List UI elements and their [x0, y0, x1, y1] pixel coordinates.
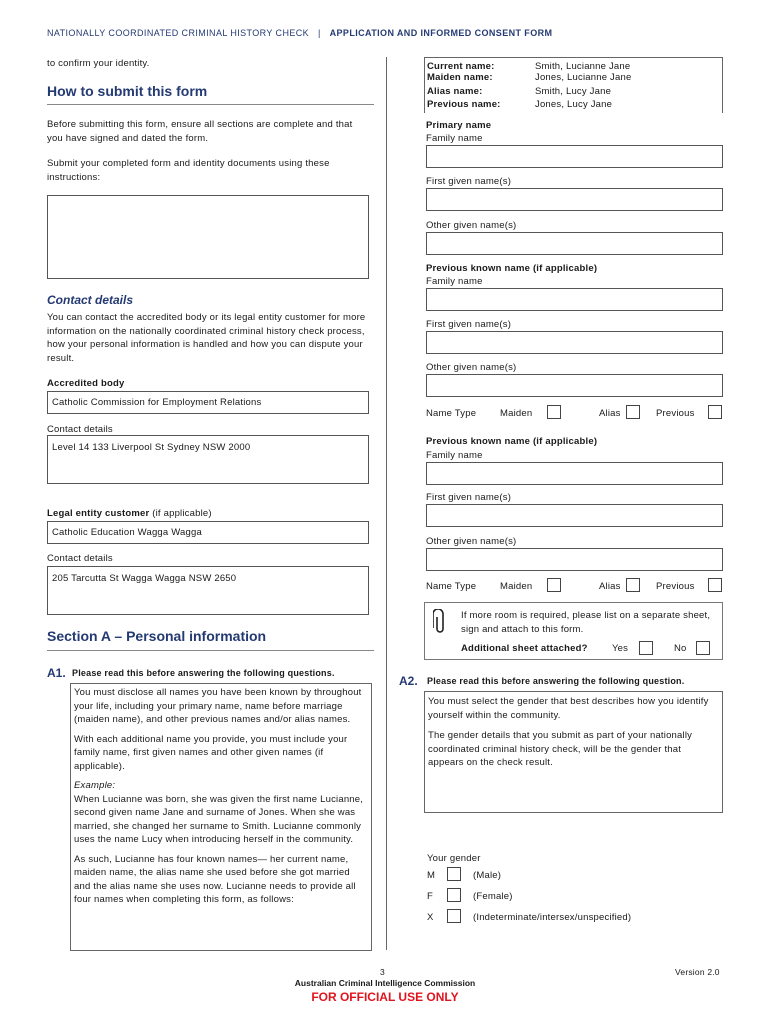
gender-x-checkbox[interactable]: [447, 909, 461, 923]
current-name-label: Current name:: [427, 61, 495, 72]
column-divider: [386, 57, 387, 950]
prev1-other-given-input[interactable]: [426, 374, 723, 397]
a1-info-box: [70, 683, 372, 951]
other-given-label-3: Other given name(s): [426, 536, 517, 547]
other-given-label-2: Other given name(s): [426, 362, 517, 373]
name-type-alias-label-2: Alias: [599, 581, 621, 592]
name-type-previous-label-1: Previous: [656, 408, 695, 419]
contact-details-field-1[interactable]: Level 14 133 Liverpool St Sydney NSW 2000: [47, 435, 369, 484]
page-number: 3: [380, 967, 385, 977]
names-example-table: [424, 57, 723, 113]
official-use-label: FOR OFFICIAL USE ONLY: [311, 990, 459, 1004]
a1-paragraph-4: As such, Lucianne has four known names— her current name, maiden name, the alias name she used before she got married and the alias name she uses now. Lucianne needs to provide all four names when completing this form, as follows:: [74, 853, 356, 905]
gender-male-label: (Male): [473, 870, 502, 881]
a1-example-label: Example:: [74, 780, 116, 791]
additional-sheet-no-label: No: [674, 643, 687, 654]
a2-paragraph-1: You must select the gender that best describes how you identify yourself within the community.: [428, 696, 709, 721]
name-type-alias-checkbox-2[interactable]: [626, 578, 640, 592]
gender-x-label: (Indeterminate/intersex/unspecified): [473, 912, 632, 923]
previous-name-value: Jones, Lucy Jane: [535, 99, 613, 110]
family-name-label-1: Family name: [426, 133, 483, 144]
name-type-previous-checkbox-2[interactable]: [708, 578, 722, 592]
submit-paragraph-2: Submit your completed form and identity documents using these instructions:: [47, 158, 330, 183]
contact-details-field-2[interactable]: 205 Tarcutta St Wagga Wagga NSW 2650: [47, 566, 369, 615]
first-given-label-3: First given name(s): [426, 492, 512, 503]
contact-paragraph: You can contact the accredited body or its legal entity customer for more information on the nationally coordinated criminal history check process, how your personal information is handled and how you can dispute your result.: [47, 312, 366, 364]
additional-sheet-no-checkbox[interactable]: [696, 641, 710, 655]
a2-title: Please read this before answering the following question.: [427, 676, 685, 686]
name-type-previous-label-2: Previous: [656, 581, 695, 592]
accredited-body-label: Accredited body: [47, 378, 125, 389]
contact-details-label-1: Contact details: [47, 424, 113, 435]
prev1-first-given-input[interactable]: [426, 331, 723, 354]
gender-male-checkbox[interactable]: [447, 867, 461, 881]
a1-number: A1.: [47, 666, 66, 680]
legal-entity-label-rest: (if applicable): [149, 508, 212, 519]
header-separator: |: [317, 28, 321, 38]
accredited-body-field[interactable]: Catholic Commission for Employment Relations: [47, 391, 369, 414]
version-label: Version 2.0: [675, 967, 720, 977]
contact-details-label-2: Contact details: [47, 553, 113, 564]
section-a-rule: [47, 650, 374, 651]
gender-female-label: (Female): [473, 891, 513, 902]
heading-rule: [47, 104, 374, 105]
a2-info-box: [424, 691, 723, 813]
a1-paragraph-1: You must disclose all names you have been known by throughout your life, including your primary name, name before marriage (maiden name), and other previous names and/or alias names.: [74, 687, 362, 725]
gender-m-code: M: [427, 870, 436, 881]
more-room-box: [424, 602, 723, 660]
more-room-text: If more room is required, please list on a separate sheet, sign and attach to this form.: [461, 610, 711, 635]
current-name-value: Smith, Lucianne Jane: [535, 61, 631, 72]
prev2-first-given-input[interactable]: [426, 504, 723, 527]
a2-number: A2.: [399, 674, 418, 688]
additional-sheet-yes-label: Yes: [612, 643, 629, 654]
prev-known-label-1: Previous known name (if applicable): [426, 263, 598, 274]
previous-name-label: Previous name:: [427, 99, 501, 110]
submit-paragraph-1: Before submitting this form, ensure all sections are complete and that you have signed and dated the form.: [47, 119, 353, 144]
contact-heading: Contact details: [47, 293, 134, 307]
a1-paragraph-2: With each additional name you provide, you must include your family name, first given names and other given names (if applicable).: [74, 733, 348, 772]
submit-instructions-box[interactable]: [47, 195, 369, 279]
additional-sheet-yes-checkbox[interactable]: [639, 641, 653, 655]
alias-name-label: Alias name:: [427, 86, 483, 97]
confirm-identity-text: to confirm your identity.: [47, 58, 150, 69]
other-given-label-1: Other given name(s): [426, 220, 517, 231]
header-left: NATIONALLY COORDINATED CRIMINAL HISTORY CHECK: [47, 28, 310, 38]
page-header: [47, 27, 552, 41]
legal-entity-field[interactable]: Catholic Education Wagga Wagga: [47, 521, 369, 544]
name-type-maiden-label-1: Maiden: [500, 408, 533, 419]
primary-first-given-input[interactable]: [426, 188, 723, 211]
a2-paragraph-2: The gender details that you submit as part of your nationally coordinated criminal history check, will be the gender that appears on the check result.: [428, 730, 693, 768]
maiden-name-value: Jones, Lucianne Jane: [535, 72, 632, 83]
name-type-alias-label-1: Alias: [599, 408, 621, 419]
prev2-family-name-input[interactable]: [426, 462, 723, 485]
maiden-name-label: Maiden name:: [427, 72, 493, 83]
alias-name-value: Smith, Lucy Jane: [535, 86, 612, 97]
name-type-label-1: Name Type: [426, 408, 477, 419]
agency-name: Australian Criminal Intelligence Commission: [294, 978, 476, 988]
prev2-other-given-input[interactable]: [426, 548, 723, 571]
gender-label: Your gender: [427, 853, 481, 864]
name-type-maiden-checkbox-2[interactable]: [547, 578, 561, 592]
primary-name-label: Primary name: [426, 120, 492, 131]
legal-entity-label: [47, 507, 212, 521]
first-given-label-2: First given name(s): [426, 319, 512, 330]
submit-heading: How to submit this form: [47, 83, 208, 99]
a1-paragraph-3: When Lucianne was born, she was given the first name Lucianne, second given name Jane and surname of Jones. When she was married, she changed her surname to Smith. Lucianne commonly uses the name Lucy when introducing herself in the community.: [74, 793, 364, 845]
family-name-label-3: Family name: [426, 450, 483, 461]
section-a-heading: Section A – Personal information: [47, 628, 267, 644]
a1-title: Please read this before answering the following questions.: [72, 668, 335, 678]
legal-entity-label-bold: Legal entity customer: [47, 508, 150, 519]
name-type-maiden-label-2: Maiden: [500, 581, 533, 592]
name-type-previous-checkbox-1[interactable]: [708, 405, 722, 419]
prev1-family-name-input[interactable]: [426, 288, 723, 311]
gender-f-code: F: [427, 891, 434, 902]
primary-family-name-input[interactable]: [426, 145, 723, 168]
header-right: APPLICATION AND INFORMED CONSENT FORM: [329, 28, 553, 38]
name-type-maiden-checkbox-1[interactable]: [547, 405, 561, 419]
first-given-label-1: First given name(s): [426, 176, 512, 187]
gender-female-checkbox[interactable]: [447, 888, 461, 902]
primary-other-given-input[interactable]: [426, 232, 723, 255]
gender-x-code: X: [427, 912, 434, 923]
additional-sheet-label: Additional sheet attached?: [461, 643, 588, 654]
paperclip-icon: [433, 609, 447, 635]
prev-known-label-2: Previous known name (if applicable): [426, 436, 598, 447]
family-name-label-2: Family name: [426, 276, 483, 287]
name-type-label-2: Name Type: [426, 581, 477, 592]
name-type-alias-checkbox-1[interactable]: [626, 405, 640, 419]
